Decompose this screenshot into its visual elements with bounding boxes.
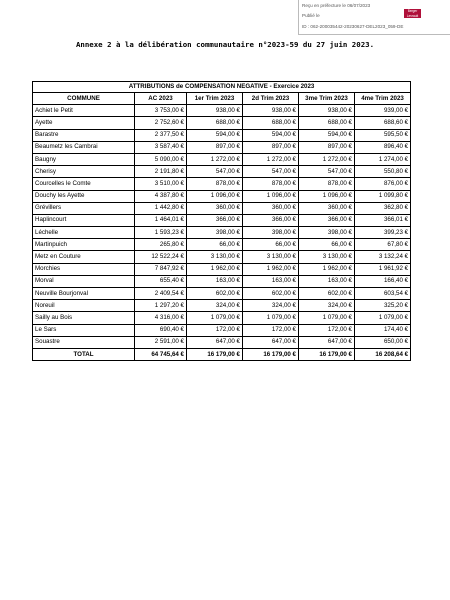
commune-cell: Baugny <box>33 153 135 165</box>
amount-cell: 2 591,00 € <box>135 336 187 348</box>
amount-cell: 1 079,00 € <box>187 312 243 324</box>
total-row <box>33 348 411 360</box>
amount-cell: 1 464,01 € <box>135 214 187 226</box>
amount-cell: 550,80 € <box>355 166 411 178</box>
amount-cell: 1 079,00 € <box>243 312 299 324</box>
commune-cell: Noreuil <box>33 300 135 312</box>
commune-cell: Barastre <box>33 129 135 141</box>
amount-cell: 172,00 € <box>243 324 299 336</box>
amount-cell: 398,00 € <box>299 227 355 239</box>
amount-cell: 688,00 € <box>299 117 355 129</box>
table-row <box>33 202 411 214</box>
table-row <box>33 178 411 190</box>
amount-cell: 897,00 € <box>187 141 243 153</box>
amount-cell: 360,00 € <box>187 202 243 214</box>
amount-cell: 5 090,00 € <box>135 153 187 165</box>
amount-cell: 3 753,00 € <box>135 105 187 117</box>
commune-cell: Beaumetz les Cambrai <box>33 141 135 153</box>
table-row <box>33 141 411 153</box>
amount-cell: 1 079,00 € <box>299 312 355 324</box>
table-body <box>33 105 411 361</box>
amount-cell: 362,80 € <box>355 202 411 214</box>
amount-cell: 265,80 € <box>135 239 187 251</box>
amount-cell: 1 961,92 € <box>355 263 411 275</box>
amount-cell: 324,00 € <box>299 300 355 312</box>
amount-cell: 547,00 € <box>243 166 299 178</box>
table-row <box>33 336 411 348</box>
prefecture-stamp <box>298 0 450 35</box>
amount-cell: 399,23 € <box>355 227 411 239</box>
amount-cell: 1 593,23 € <box>135 227 187 239</box>
commune-cell: Grévillers <box>33 202 135 214</box>
commune-cell: Achiet le Petit <box>33 105 135 117</box>
table-caption: ATTRIBUTIONS de COMPENSATION NEGATIVE - Exercice 2023 <box>33 82 411 93</box>
amount-cell: 594,00 € <box>187 129 243 141</box>
amount-cell: 594,00 € <box>299 129 355 141</box>
commune-cell: Morval <box>33 275 135 287</box>
table-header-row <box>33 93 411 105</box>
amount-cell: 67,80 € <box>355 239 411 251</box>
amount-cell: 4 387,80 € <box>135 190 187 202</box>
amount-cell: 360,00 € <box>243 202 299 214</box>
amount-cell: 688,00 € <box>187 117 243 129</box>
amount-cell: 1 272,00 € <box>243 153 299 165</box>
table-row <box>33 300 411 312</box>
table-row <box>33 105 411 117</box>
amount-cell: 1 442,80 € <box>135 202 187 214</box>
amount-cell: 547,00 € <box>299 166 355 178</box>
amount-cell: 878,00 € <box>187 178 243 190</box>
amount-cell: 1 096,00 € <box>299 190 355 202</box>
amount-cell: 2 409,54 € <box>135 288 187 300</box>
amount-cell: 3 587,40 € <box>135 141 187 153</box>
amount-cell: 1 099,80 € <box>355 190 411 202</box>
amount-cell: 603,54 € <box>355 288 411 300</box>
amount-cell: 594,00 € <box>243 129 299 141</box>
amount-cell: 2 377,50 € <box>135 129 187 141</box>
commune-cell: Neuville Bourjonval <box>33 288 135 300</box>
amount-cell: 876,00 € <box>355 178 411 190</box>
amount-cell: 1 079,00 € <box>355 312 411 324</box>
amount-cell: 897,00 € <box>299 141 355 153</box>
amount-cell: 1 274,00 € <box>355 153 411 165</box>
amount-cell: 64 745,64 € <box>135 348 187 360</box>
amount-cell: 602,00 € <box>187 288 243 300</box>
table-row <box>33 214 411 226</box>
amount-cell: 938,00 € <box>243 105 299 117</box>
amount-cell: 163,00 € <box>243 275 299 287</box>
table-row <box>33 263 411 275</box>
commune-cell: Sailly au Bois <box>33 312 135 324</box>
commune-cell: Ayette <box>33 117 135 129</box>
amount-cell: 360,00 € <box>299 202 355 214</box>
amount-cell: 1 297,20 € <box>135 300 187 312</box>
amount-cell: 602,00 € <box>299 288 355 300</box>
amount-cell: 366,00 € <box>299 214 355 226</box>
amount-cell: 172,00 € <box>299 324 355 336</box>
amount-cell: 366,01 € <box>355 214 411 226</box>
amount-cell: 3 130,00 € <box>243 251 299 263</box>
amount-cell: 16 179,00 € <box>299 348 355 360</box>
stamp-logo <box>404 9 421 18</box>
amount-cell: 4 316,00 € <box>135 312 187 324</box>
amount-cell: 366,00 € <box>187 214 243 226</box>
column-header-2d-trim-2023: 2d Trim 2023 <box>243 93 299 105</box>
amount-cell: 163,00 € <box>299 275 355 287</box>
commune-cell: Souastre <box>33 336 135 348</box>
amount-cell: 878,00 € <box>299 178 355 190</box>
commune-cell: Martinpuich <box>33 239 135 251</box>
stamp-received: Reçu en préfecture le 06/07/2023 <box>302 3 371 8</box>
table-row <box>33 275 411 287</box>
amount-cell: 647,00 € <box>243 336 299 348</box>
amount-cell: 2 191,80 € <box>135 166 187 178</box>
commune-cell: Léchelle <box>33 227 135 239</box>
table-row <box>33 190 411 202</box>
table-row <box>33 153 411 165</box>
column-header-1er-trim-2023: 1er Trim 2023 <box>187 93 243 105</box>
amount-cell: 398,00 € <box>243 227 299 239</box>
table-row <box>33 129 411 141</box>
amount-cell: 172,00 € <box>187 324 243 336</box>
column-header-ac-2023: AC 2023 <box>135 93 187 105</box>
commune-cell: Douchy les Ayette <box>33 190 135 202</box>
amount-cell: 647,00 € <box>187 336 243 348</box>
amount-cell: 3 130,00 € <box>299 251 355 263</box>
amount-cell: 16 179,00 € <box>187 348 243 360</box>
stamp-logo-text: Berger Levrault <box>406 9 419 18</box>
commune-cell: Le Sars <box>33 324 135 336</box>
table-row <box>33 288 411 300</box>
commune-cell: Morchies <box>33 263 135 275</box>
amount-cell: 7 847,92 € <box>135 263 187 275</box>
amount-cell: 1 272,00 € <box>187 153 243 165</box>
amount-cell: 650,00 € <box>355 336 411 348</box>
amount-cell: 647,00 € <box>299 336 355 348</box>
amount-cell: 897,00 € <box>243 141 299 153</box>
stamp-published: Publié le <box>302 13 320 18</box>
commune-cell: Metz en Couture <box>33 251 135 263</box>
amount-cell: 66,00 € <box>187 239 243 251</box>
amount-cell: 166,40 € <box>355 275 411 287</box>
table-row <box>33 251 411 263</box>
amount-cell: 66,00 € <box>299 239 355 251</box>
amount-cell: 1 096,00 € <box>243 190 299 202</box>
table-row <box>33 239 411 251</box>
table-row <box>33 227 411 239</box>
table-row <box>33 166 411 178</box>
amount-cell: 688,00 € <box>243 117 299 129</box>
stamp-id: ID : 062-200035442-20230627-DEL2023_059-DE <box>302 24 404 29</box>
amount-cell: 547,00 € <box>187 166 243 178</box>
amount-cell: 324,00 € <box>243 300 299 312</box>
amount-cell: 896,40 € <box>355 141 411 153</box>
commune-cell: Haplincourt <box>33 214 135 226</box>
amount-cell: 690,40 € <box>135 324 187 336</box>
amount-cell: 174,40 € <box>355 324 411 336</box>
amount-cell: 878,00 € <box>243 178 299 190</box>
amount-cell: 325,20 € <box>355 300 411 312</box>
amount-cell: 688,60 € <box>355 117 411 129</box>
amount-cell: 939,00 € <box>355 105 411 117</box>
amount-cell: 1 962,00 € <box>299 263 355 275</box>
amount-cell: 163,00 € <box>187 275 243 287</box>
amount-cell: 3 130,00 € <box>187 251 243 263</box>
amount-cell: 1 962,00 € <box>187 263 243 275</box>
attributions-table <box>32 81 411 361</box>
amount-cell: 1 272,00 € <box>299 153 355 165</box>
amount-cell: 12 522,24 € <box>135 251 187 263</box>
table-row <box>33 312 411 324</box>
column-header-3me-trim-2023: 3me Trim 2023 <box>299 93 355 105</box>
table-row <box>33 117 411 129</box>
amount-cell: 3 132,24 € <box>355 251 411 263</box>
amount-cell: 1 096,00 € <box>187 190 243 202</box>
amount-cell: 1 962,00 € <box>243 263 299 275</box>
amount-cell: 398,00 € <box>187 227 243 239</box>
amount-cell: 16 208,64 € <box>355 348 411 360</box>
column-header-4me-trim-2023: 4me Trim 2023 <box>355 93 411 105</box>
amount-cell: 655,40 € <box>135 275 187 287</box>
column-header-commune: COMMUNE <box>33 93 135 105</box>
amount-cell: 602,00 € <box>243 288 299 300</box>
amount-cell: 2 752,60 € <box>135 117 187 129</box>
amount-cell: 938,00 € <box>187 105 243 117</box>
commune-cell: Courcelles le Comte <box>33 178 135 190</box>
commune-cell: TOTAL <box>33 348 135 360</box>
amount-cell: 66,00 € <box>243 239 299 251</box>
amount-cell: 3 510,00 € <box>135 178 187 190</box>
amount-cell: 324,00 € <box>187 300 243 312</box>
annex-title: Annexe 2 à la délibération communautaire n°2023-59 du 27 juin 2023. <box>75 40 375 49</box>
amount-cell: 595,50 € <box>355 129 411 141</box>
amount-cell: 938,00 € <box>299 105 355 117</box>
amount-cell: 366,00 € <box>243 214 299 226</box>
amount-cell: 16 179,00 € <box>243 348 299 360</box>
commune-cell: Cherisy <box>33 166 135 178</box>
table-row <box>33 324 411 336</box>
